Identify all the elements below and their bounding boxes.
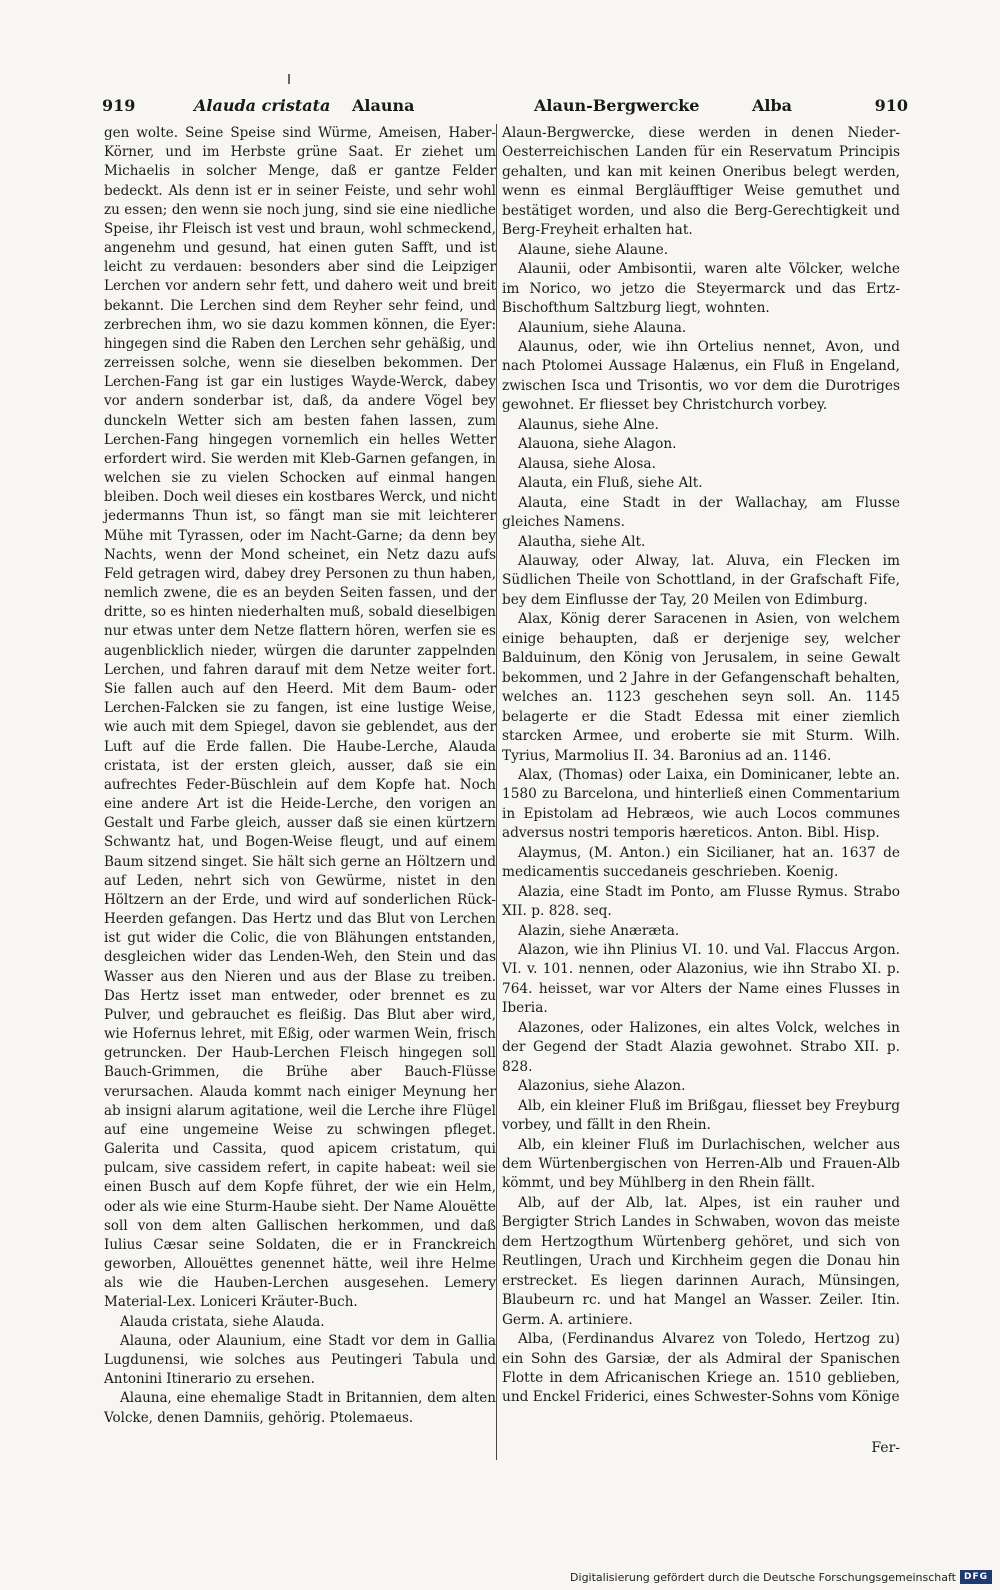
entry-paragraph: Alazonius, siehe Alazon. bbox=[518, 1078, 686, 1095]
header-keyword-left: Alauna bbox=[352, 96, 415, 115]
entry-paragraph: Alauna, oder Alaunium, eine Stadt vor dem in Gallia Lugdunensi, wie solches aus Peutingeri Tabula und Antonini Itinerario zu ersehen. bbox=[104, 1332, 496, 1388]
entry-paragraph: Alax, (Thomas) oder Laixa, ein Dominicaner, lebte an. 1580 zu Barcelona, und hinterließ einen Commentarium in Epistolam ad Hebræos, wie auch Locos communes adversus nostri temporis hæreticos. Anton. Bibl. Hisp. bbox=[502, 766, 900, 842]
running-header bbox=[102, 96, 908, 120]
entry-paragraph: Alazia, eine Stadt im Ponto, am Flusse Rymus. Strabo XII. p. 828. seq. bbox=[502, 883, 900, 920]
footer-credit bbox=[570, 1570, 992, 1584]
entry-paragraph: Alb, ein kleiner Fluß im Durlachischen, welcher aus dem Würtenbergischen von Herren-Alb und Frauen-Alb kömmt, und bey Mühlberg in den Rhein fällt. bbox=[502, 1136, 900, 1192]
entry-paragraph: Alauway, oder Alway, lat. Aluva, ein Flecken im Südlichen Theile von Schottland, in der Grafschaft Fife, bey dem Einflusse der Tay, 20 Meilen von Edimburg. bbox=[502, 552, 900, 608]
header-title-right: Alba bbox=[752, 96, 793, 115]
footer-text: Digitalisierung gefördert durch die Deutsche Forschungsgemeinschaft bbox=[570, 1570, 956, 1584]
entry-paragraph: Alauona, siehe Alagon. bbox=[518, 436, 677, 453]
entry-paragraph: Alausa, siehe Alosa. bbox=[518, 455, 656, 472]
entry-paragraph: Alazon, wie ihn Plinius VI. 10. und Val. Flaccus Argon. VI. v. 101. nennen, oder Alazonius, wie ihn Strabo XI. p. 764. heisset, war vor Alters der Name eines Flusses in Iberia. bbox=[502, 942, 900, 1017]
page-number-left: 919 bbox=[102, 96, 136, 115]
entry-paragraph: Alautha, siehe Alt. bbox=[518, 533, 646, 550]
entry-paragraph: Alaunii, oder Ambisontii, waren alte Völcker, welche im Norico, wo jetzo die Steyermarck und das Ertz-Bischofthum Saltzburg liegt, wohnten. bbox=[502, 261, 900, 317]
column-divider bbox=[496, 124, 497, 1460]
dfg-logo: DFG bbox=[960, 1570, 992, 1584]
left-column bbox=[104, 124, 496, 1428]
entry-paragraph: gen wolte. Seine Speise sind Würme, Ameisen, Haber-Körner, und im Herbste grüne Saat. Er ziehet um Michaelis in solcher Menge, daß er gantze Felder bedeckt. Als denn ist er in seiner Feiste, und sehr wohl zu essen; den wenn sie noch jung, sind sie eine niedliche Speise, ihr Fleisch ist vest und braun, wohl schmeckend, angenehm und gesund, hat einen guten Safft, und ist leicht zu verdauen: besonders aber sind die Leipziger Lerchen vor andern sehr fett, und dahero weit und breit bekannt. Die Lerchen sind dem Reyher sehr feind, und zerbrechen ihm, wo sie dazu kommen können, die Eyer: hingegen sind die Raben den Lerchen sehr gehäßig, und zerreissen solche, wenn sie dieselben bekommen. Der Lerchen-Fang ist gar ein lustiges Wayde-Werck, dabey vor andern sonderbar ist, daß, da andere Vögel bey dunckeln Wetter sich am besten fahen lassen, zum Lerchen-Fang hingegen vornemlich ein helles Wetter erfordert wird. Sie werden mit Kleb-Garnen gefangen, in welchen sie zu vielen Schocken auf einmal hangen bleiben. Doch weil dieses ein kostbares Werck, und nicht jedermanns Thun ist, so fängt man sie mit leichterer Mühe mit Tyrassen, oder im Nacht-Garne; da denn bey Nachts, wenn der Mond scheinet, ein Netz dazu aufs Feld getragen wird, dabey drey Personen zu thun haben, nemlich zwene, die es an beyden Seiten fassen, und der dritte, so es hinten niederhalten muß, sobald dieselbigen nur etwas unter dem Netze flattern hören, werfen sie es augenblicklich nieder, würgen die darunter zappelnden Lerchen, und fahren darauf mit dem Netze weiter fort. Sie fallen auch auf den Heerd. Mit dem Baum- oder Lerchen-Falcken sie zu fangen, ist eine lustige Weise, wie auch mit dem Spiegel, davon sie geblendet, aus der Luft auf die Erde fallen. Die Haube-Lerche, Alauda cristata, ist der ersten gleich, ausser, daß sie ein aufrechtes Feder-Büschlein auf dem Kopfe hat. Noch eine andere Art ist die Heide-Lerche, den vorigen an Gestalt und Farbe gleich, ausser daß sie einen kürtzern Schwantz hat, und Bogen-Weise fleugt, und auf einem Baum sitzend singet. Sie hält sich gerne an Höltzern und auf Leden, nehrt sich von Gewürme, nistet in den Höltzern an der Erde, und wird auf sonderlichen Rück-Heerden gefangen. Das Hertz und das Blut von Lerchen ist gut wider die Colic, die von Blähungen entstanden, desgleichen wider das Lenden-Weh, den Stein und das Wasser aus den Nieren und aus der Blase zu treiben. Das Hertz isset man entweder, oder brennet es zu Pulver, und gebrauchet es fleißig. Das Blut aber wird, wie Hofernus lehret, mit Eßig, oder warmen Wein, frisch getruncken. Der Haub-Lerchen Fleisch hingegen soll Bauch-Grimmen, die Brühe aber Bauch-Flüsse verursachen. Alauda kommt nach einiger Meynung her ab insigni alarum agitatione, weil die Lerche ihre Flügel auf eine ungemeine Weise zu schwingen pfleget. Galerita und Cassita, quod apicem cristatum, qui pulcam, sive cassidem refert, in capite habeat: weil sie einen Busch auf dem Kopfe führet, der wie ein Helm, oder als wie eine Sturm-Haube sieht. Der Name Alouëtte soll von dem alten Gallischen herkommen, und daß Iulius Cæsar seine Soldaten, die er in Franckreich geworben, Allouëttes genennet hätte, weil ihre Helme als wie die Hauben-Lerchen ausgesehen. Lemery Material-Lex. Loniceri Kräuter-Buch. bbox=[104, 125, 496, 1311]
entry-paragraph: Alauda cristata, siehe Alauda. bbox=[120, 1313, 325, 1330]
entry-paragraph: Alazin, siehe Anæræta. bbox=[518, 922, 680, 939]
entry-paragraph: Alauta, ein Fluß, siehe Alt. bbox=[518, 475, 703, 492]
entry-paragraph: Alaunus, oder, wie ihn Ortelius nennet, Avon, und nach Ptolomei Aussage Halænus, ein Fluß in Engeland, zwischen Isca und Trisontis, wo vor dem die Durotriges gewohnet. Er fliesset bey Christchurch vorbey. bbox=[502, 338, 900, 414]
entry-paragraph: Alaune, siehe Alaune. bbox=[518, 241, 669, 258]
entry-paragraph: Alba, (Ferdinandus Alvarez von Toledo, Hertzog zu) ein Sohn des Garsiæ, der als Admiral der Spanischen Flotte in dem Africanischen Kriege an. 1510 geblieben, und Enckel Friderici, eines Schwester-Sohns vom Könige bbox=[502, 1331, 900, 1406]
entry-paragraph: Alaymus, (M. Anton.) ein Sicilianer, hat an. 1637 de medicamentis succedaneis geschrieben. Koenig. bbox=[502, 844, 900, 881]
right-column bbox=[502, 124, 900, 1408]
margin-mark bbox=[288, 74, 290, 84]
entry-paragraph: Alb, ein kleiner Fluß im Brißgau, fliesset bey Freyburg vorbey, und fällt in den Rhein. bbox=[502, 1097, 900, 1134]
entry-paragraph: Alauna, eine ehemalige Stadt in Britannien, dem alten Volcke, denen Damniis, gehörig. Ptolemaeus. bbox=[104, 1390, 496, 1426]
entry-paragraph: Alax, König derer Saracenen in Asien, von welchem einige behaupten, daß er derjenige sey, welcher Balduinum, den König von Jerusalem, in seine Gewalt bekommen, und 2 Jahre in der Gefangenschaft behalten, welches an. 1123 geschehen seyn soll. An. 1145 belagerte er die Stadt Edessa mit einer ziemlich starcken Armee, und eroberte sie mit Sturm. Wilh. Tyrius, Marmolius II. 34. Baronius ad an. 1146. bbox=[502, 611, 900, 764]
entry-paragraph: Alazones, oder Halizones, ein altes Volck, welches in der Gegend der Stadt Alazia gewohnet. Strabo XII. p. 828. bbox=[502, 1019, 900, 1075]
entry-paragraph: Alauta, eine Stadt in der Wallachay, am Flusse gleiches Namens. bbox=[502, 494, 900, 531]
entry-paragraph: Alaunium, siehe Alauna. bbox=[518, 319, 687, 336]
catchword: Fer- bbox=[871, 1440, 900, 1456]
entry-paragraph: Alaun-Bergwercke, diese werden in denen Nieder-Oesterreichischen Landen für ein Reservatum Principis gehalten, und kan mit keinen Oneribus belegt werden, wenn es einmal Bergläufftiger Weise gemuthet und bestätiget worden, und also die Berg-Gerechtigkeit und Berg-Freyheit erhalten hat. bbox=[502, 125, 900, 239]
entry-paragraph: Alaunus, siehe Alne. bbox=[518, 416, 659, 433]
header-title-left: Alauda cristata bbox=[194, 96, 331, 115]
page-number-right: 910 bbox=[874, 96, 908, 115]
entry-paragraph: Alb, auf der Alb, lat. Alpes, ist ein rauher und Bergigter Strich Landes in Schwaben, wovon das meiste dem Hertzogthum Würtenberg gehöret, und sich von Reutlingen, Urach und Kirchheim gegen die Donau hin erstrecket. Es liegen darinnen Aurach, Münsingen, Blaubeurn rc. und hat Mangel an Wasser. Zeiler. Itin. Germ. A. artiniere. bbox=[502, 1194, 900, 1328]
header-keyword-right: Alaun-Bergwercke bbox=[534, 96, 700, 115]
